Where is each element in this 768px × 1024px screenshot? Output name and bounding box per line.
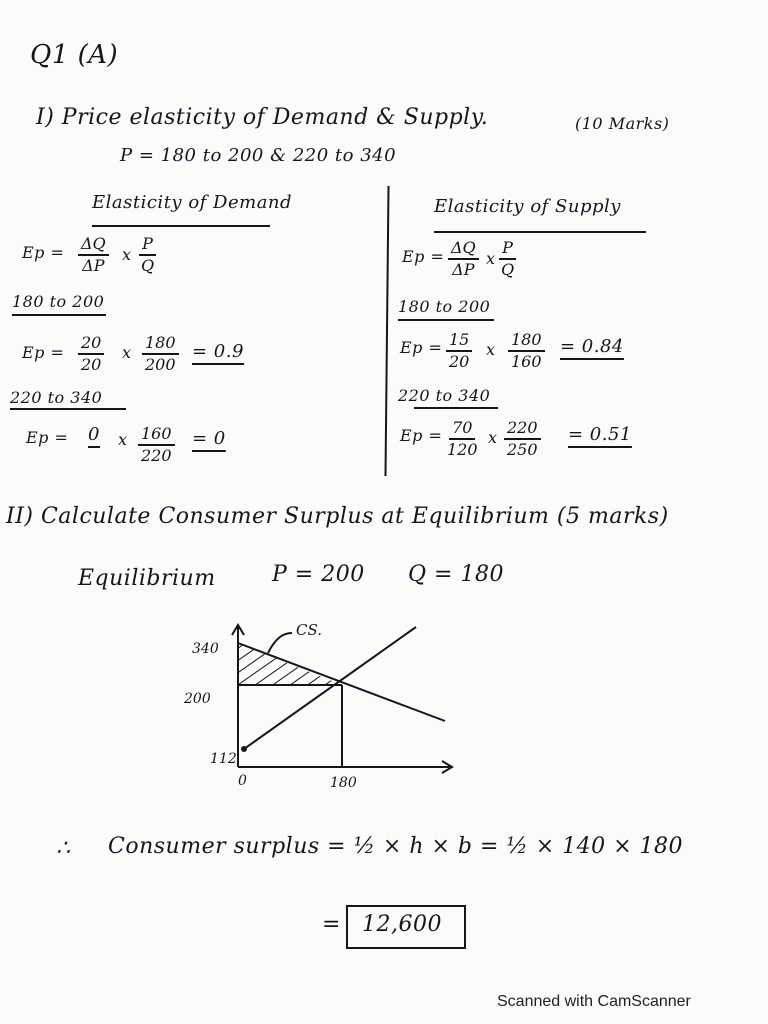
- supply-range1-num2: 180: [508, 330, 545, 352]
- supply-range1-label: 180 to 200: [398, 297, 491, 316]
- demand-range2-num1: 0: [88, 424, 100, 445]
- supply-curve: [244, 627, 416, 749]
- demand-range1-frac2: [142, 333, 179, 375]
- demand-range1-times: x: [122, 343, 132, 362]
- y-tick-200: 200: [184, 691, 211, 707]
- demand-range2-lhs: Ep =: [26, 428, 69, 447]
- supply-formula-frac1: [448, 238, 479, 280]
- supply-formula-frac2: [498, 238, 517, 280]
- demand-range1-underline: [12, 314, 106, 316]
- supply-formula-den2: Q: [501, 260, 515, 279]
- supply-range1-num1: 15: [446, 330, 472, 352]
- supply-range1-den2: 160: [511, 352, 542, 371]
- supply-start-dot: [241, 746, 247, 752]
- demand-formula-num2: P: [139, 234, 156, 256]
- supply-range2-den2: 250: [507, 440, 538, 459]
- supply-range2-den1: 120: [447, 440, 478, 459]
- supply-range2-result: = 0.51: [568, 424, 632, 445]
- demand-range2-underline: [10, 408, 126, 410]
- supply-heading-underline: [434, 231, 646, 233]
- supply-range2-lhs: Ep =: [400, 426, 443, 445]
- therefore-symbol: ∴: [56, 836, 71, 861]
- y-tick-340: 340: [192, 641, 219, 657]
- demand-heading-underline: [92, 225, 270, 227]
- supply-range1-frac2: [508, 330, 545, 372]
- answer-equals: =: [322, 912, 341, 937]
- supply-range1-times: x: [486, 340, 496, 359]
- demand-range2-num2: 160: [138, 424, 175, 446]
- consumer-surplus-formula: Consumer surplus = ½ × h × b = ½ × 140 × 180: [108, 834, 684, 859]
- cs-pointer: [268, 633, 292, 653]
- demand-range1-den2: 200: [145, 355, 176, 374]
- cs-label: CS.: [296, 621, 322, 639]
- supply-range1-frac1: [446, 330, 472, 372]
- y-tick-112: 112: [210, 751, 237, 767]
- supply-demand-graph: [180, 615, 460, 800]
- supply-formula-lhs: Ep =: [402, 247, 445, 266]
- column-divider: [384, 186, 389, 476]
- demand-range2-times: x: [118, 430, 128, 449]
- origin-label: 0: [238, 773, 247, 789]
- supply-range1-lhs: Ep =: [400, 338, 443, 357]
- demand-formula-den1: ΔP: [82, 256, 105, 275]
- part1-marks: (10 Marks): [575, 114, 670, 133]
- supply-range2-num1: 70: [449, 418, 475, 440]
- supply-formula-times: x: [486, 249, 496, 268]
- part2-title: II) Calculate Consumer Surplus at Equilibrium (5 marks): [6, 504, 669, 529]
- supply-range2-frac2: [504, 418, 541, 460]
- supply-range2-num2: 220: [504, 418, 541, 440]
- demand-range1-lhs: Ep =: [22, 343, 65, 362]
- supply-range2-times: x: [488, 428, 498, 447]
- supply-range2-frac1: [444, 418, 481, 460]
- supply-range1-underline: [398, 319, 494, 321]
- supply-formula-num1: ΔQ: [448, 238, 479, 260]
- demand-range2-result: = 0: [192, 428, 226, 449]
- supply-range2-label: 220 to 340: [398, 386, 491, 405]
- demand-range2-frac: [138, 424, 175, 466]
- part2-eq-qty: Q = 180: [408, 562, 504, 587]
- supply-range1-result: = 0.84: [560, 336, 624, 357]
- demand-range2-den2: 220: [141, 446, 172, 465]
- supply-heading: Elasticity of Supply: [434, 196, 621, 217]
- demand-formula-den2: Q: [141, 256, 155, 275]
- demand-range1-num1: 20: [78, 333, 104, 355]
- demand-range1-frac1: [78, 333, 104, 375]
- supply-formula-den1: ΔP: [452, 260, 475, 279]
- answer-value: 12,600: [362, 912, 442, 937]
- demand-range1-den1: 20: [81, 355, 102, 374]
- demand-range1-label: 180 to 200: [12, 292, 105, 311]
- question-label: Q1 (A): [30, 40, 119, 70]
- supply-range1-den1: 20: [449, 352, 470, 371]
- part2-eq-price: P = 200: [272, 562, 365, 587]
- supply-formula-num2: P: [499, 238, 516, 260]
- demand-range1-result: = 0.9: [192, 341, 244, 362]
- demand-formula-times: x: [122, 245, 132, 264]
- demand-range2-label: 220 to 340: [10, 388, 103, 407]
- demand-heading: Elasticity of Demand: [92, 192, 293, 213]
- demand-formula-frac1: [78, 234, 109, 276]
- part2-equilibrium: Equilibrium: [78, 566, 216, 591]
- demand-range1-num2: 180: [142, 333, 179, 355]
- demand-formula-frac2: [138, 234, 157, 276]
- demand-formula-num1: ΔQ: [78, 234, 109, 256]
- supply-range2-underline: [414, 407, 498, 409]
- part1-title: I) Price elasticity of Demand & Supply.: [36, 105, 489, 130]
- scanner-footer: Scanned with CamScanner: [497, 993, 691, 1010]
- demand-formula-lhs: Ep =: [22, 243, 65, 262]
- part1-given: P = 180 to 200 & 220 to 340: [120, 145, 397, 166]
- x-tick-180: 180: [330, 775, 357, 791]
